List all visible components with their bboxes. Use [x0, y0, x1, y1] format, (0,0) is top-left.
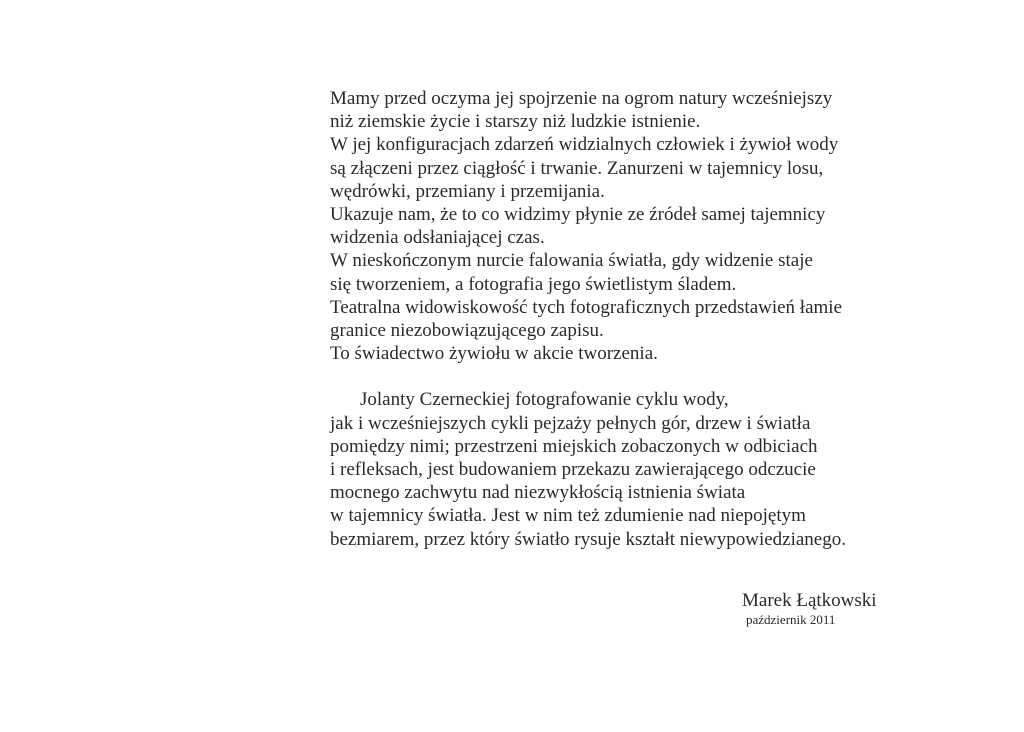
paragraph-2 [330, 388, 930, 550]
text-line: Mamy przed oczyma jej spojrzenie na ogrom natury wcześniejszy [330, 88, 833, 109]
text-line: pomiędzy nimi; przestrzeni miejskich zobaczonych w odbiciach [330, 435, 818, 457]
text-line: jak i wcześniejszych cykli pejzaży pełnych gór, drzew i światła [330, 412, 811, 434]
text-line: się tworzeniem, a fotografia jego świetlistym śladem. [330, 273, 737, 295]
text-line: W jej konfiguracjach zdarzeń widzialnych człowiek i żywioł wody [330, 134, 839, 156]
text-line: widzenia odsłaniającej czas. [330, 227, 545, 249]
text-line: mocnego zachwytu nad niezwykłością istnienia świata [330, 482, 746, 504]
text-line: Jolanty Czerneckiej fotografowanie cyklu wody, [360, 389, 729, 411]
text-line: i refleksach, jest budowaniem przekazu zawierającego odczucie [330, 459, 816, 480]
paragraph-1 [330, 87, 930, 365]
text-line: W nieskończonym nurcie falowania światła, gdy widzenie staje [330, 250, 813, 272]
signature-date: październik 2011 [746, 612, 836, 627]
text-line: w tajemnicy światła. Jest w nim też zdumienie nad niepojętym [330, 505, 806, 527]
text-line: niż ziemskie życie i starszy niż ludzkie istnienie. [330, 111, 701, 133]
text-line: granice niezobowiązującego zapisu. [330, 319, 604, 341]
text-line: wędrówki, przemiany i przemijania. [330, 180, 605, 202]
text-line: To świadectwo żywiołu w akcie tworzenia. [330, 343, 658, 365]
paragraph-gap [330, 365, 930, 388]
text-line: Ukazuje nam, że to co widzimy płynie ze źródeł samej tajemnicy [330, 203, 826, 225]
body-text [330, 87, 930, 551]
author-signature: Marek Łątkowski [742, 590, 877, 611]
text-line: bezmiarem, przez który światło rysuje kształt niewypowiedzianego. [330, 528, 846, 550]
text-line: są złączeni przez ciągłość i trwanie. Zanurzeni w tajemnicy losu, [330, 157, 824, 179]
text-line: Teatralna widowiskowość tych fotograficznych przedstawień łamie [330, 296, 843, 318]
